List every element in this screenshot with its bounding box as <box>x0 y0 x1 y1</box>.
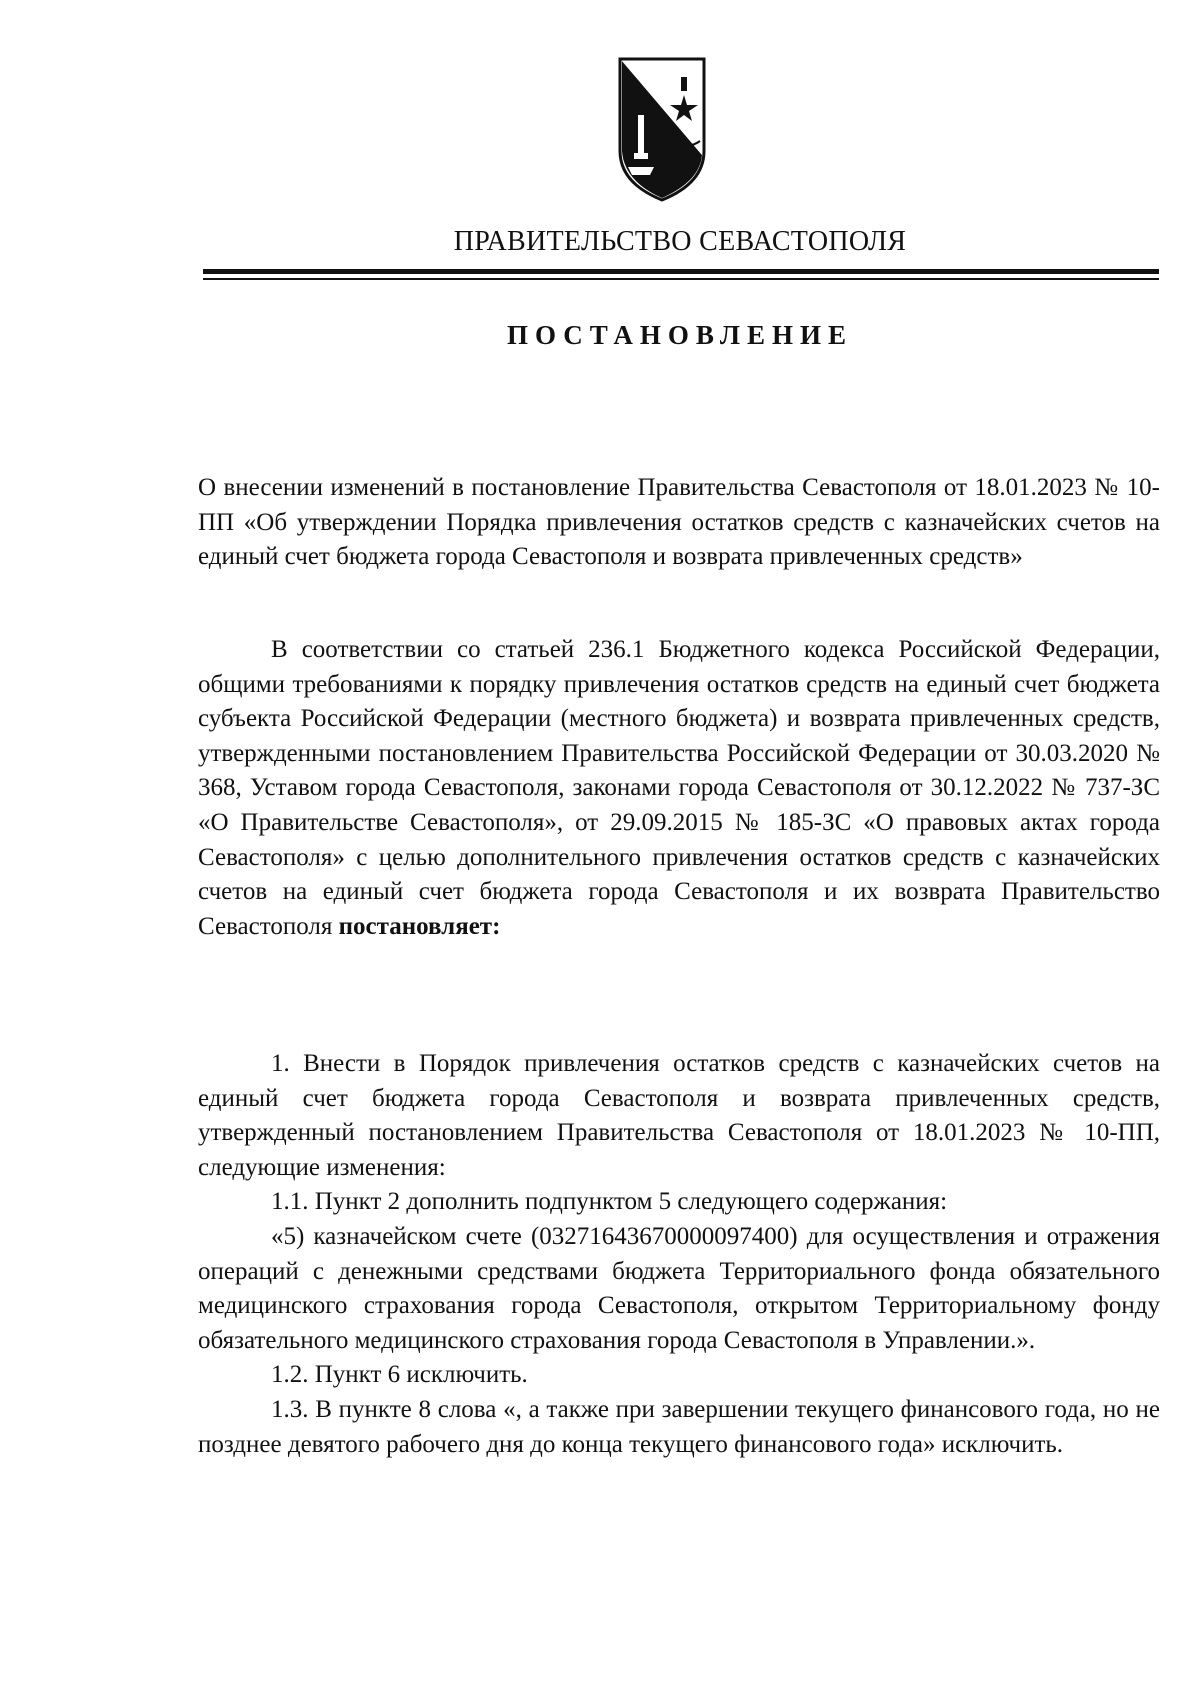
item-1: 1. Внести в Порядок привлечения остатков средств с казначейских счетов на единый счет бюджета города Севастополя и возврата привлеченных средств, утвержденный постановлением Правительства Севастополя от 18.01.2023 № 10-ПП, следующие изменения: <box>198 1050 1160 1181</box>
subject-text: О внесении изменений в постановление Правительства Севастополя от 18.01.2023 № 10-ПП «Об утверждении Порядка привлечения остатков средств с казначейских счетов на единый счет бюджета города Севастополя и возврата привлеченных средств» <box>198 474 1160 571</box>
header-rule-thick <box>203 269 1159 274</box>
item-1-3: 1.3. В пункте 8 слова «, а также при завершении текущего финансового года, но не позднее девятого рабочего дня до конца текущего финансового года» исключить. <box>198 1395 1160 1458</box>
document-type-title: ПОСТАНОВЛЕНИЕ <box>506 320 854 350</box>
document-items <box>198 1047 1160 1462</box>
preamble-resolves: постановляет: <box>338 912 501 940</box>
header-rule-thin <box>203 278 1159 280</box>
document-preamble <box>198 633 1160 944</box>
sevastopol-coat-of-arms-icon <box>612 55 712 203</box>
item-1-1-subpoint-5: «5) казначейском счете (03271643670000097400) для осуществления и отражения операций с денежными средствами бюджета Территориального фонда обязательного медицинского страхования города Севастополя, открытом Территориальному фонду обязательного медицинского страхования города Севастополя в Управлении.». <box>198 1222 1160 1354</box>
document-subject <box>198 471 1160 575</box>
item-1-1: 1.1. Пункт 2 дополнить подпунктом 5 следующего содержания: <box>271 1188 948 1216</box>
item-1-2: 1.2. Пункт 6 исключить. <box>271 1361 528 1389</box>
organization-name: ПРАВИТЕЛЬСТВО СЕВАСТОПОЛЯ <box>453 226 907 257</box>
preamble-text: В соответствии со статьей 236.1 Бюджетного кодекса Российской Федерации, общими требованиями к порядку привлечения остатков средств на единый счет бюджета субъекта Российской Федерации (местного бюджета) и возврата привлеченных средств, утвержденными постановлением Правительства Российской Федерации от 30.03.2020 № 368, Уставом города Севастополя, законами города Севастополя от 30.12.2022 № 737-ЗС «О Правительстве Севастополя», от 29.09.2015 № 185-ЗС «О правовых актах города Севастополя» с целью дополнительного привлечения остатков средств с казначейских счетов на единый счет бюджета города Севастополя и их возврата Правительство Севастополя <box>198 636 1160 940</box>
